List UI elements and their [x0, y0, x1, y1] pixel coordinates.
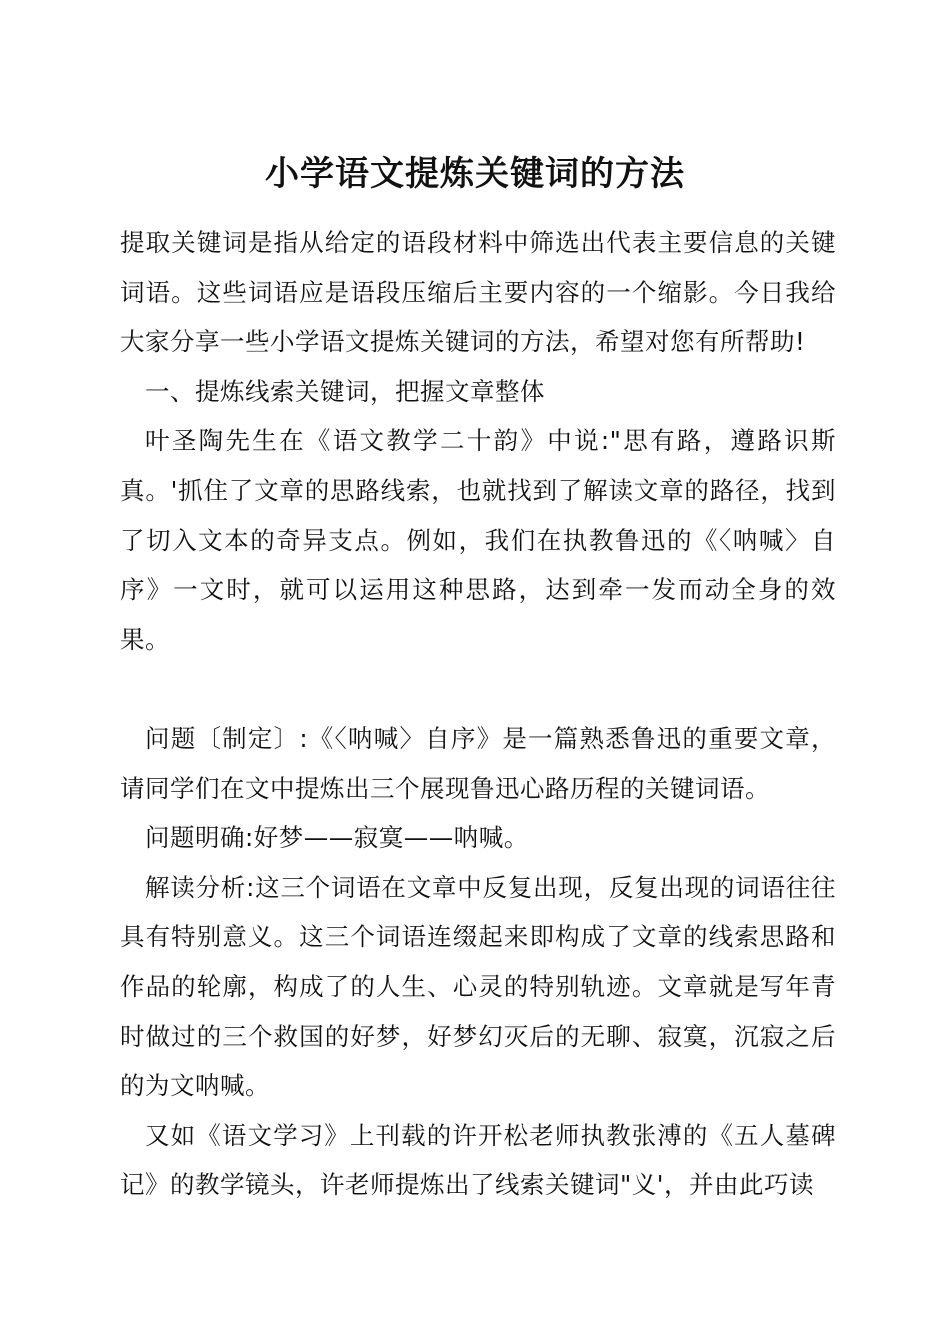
document-body	[120, 218, 836, 1210]
section-heading-1: 一、提炼线索关键词，把握文章整体	[145, 376, 545, 406]
paragraph-analysis: 解读分析:这三个词语在文章中反复出现，反复出现的词语往往具有特别意义。这三个词语连缀起来即构成了文章的线索思路和作品的轮廓，构成了的人生、心灵的特别轨迹。文章就是写年青时做过的三个救国的好梦，好梦幻灭后的无聊、寂寞，沉寂之后的为文呐喊。	[120, 872, 836, 1101]
paragraph-intro: 提取关键词是指从给定的语段材料中筛选出代表主要信息的关键词语。这些词语应是语段压缩后主要内容的一个缩影。今日我给大家分享一些小学语文提炼关键词的方法，希望对您有所帮助!	[120, 228, 836, 357]
paragraph-question: 问题〔制定〕:《〈呐喊〉自序》是一篇熟悉鲁迅的重要文章，请同学们在文中提炼出三个展现鲁迅心路历程的关键词语。	[120, 723, 836, 803]
paragraph-gap	[120, 664, 836, 714]
paragraph-example: 又如《语文学习》上刊载的许开松老师执教张溥的《五人墓碑记》的教学镜头，许老师提炼出了线索关键词"义'，并由此巧读	[120, 1120, 836, 1200]
document-title: 小学语文提炼关键词的方法	[265, 154, 685, 194]
paragraph-answer: 问题明确:好梦——寂寞——呐喊。	[145, 823, 529, 853]
paragraph-ye-shengtao: 叶圣陶先生在《语文教学二十韵》中说:"思有路，遵路识斯真。'抓住了文章的思路线索，也就找到了解读文章的路径，找到了切入文本的奇异支点。例如，我们在执教鲁迅的《〈呐喊〉自序》一文时，就可以运用这种思路，达到牵一发而动全身的效果。	[120, 426, 836, 654]
